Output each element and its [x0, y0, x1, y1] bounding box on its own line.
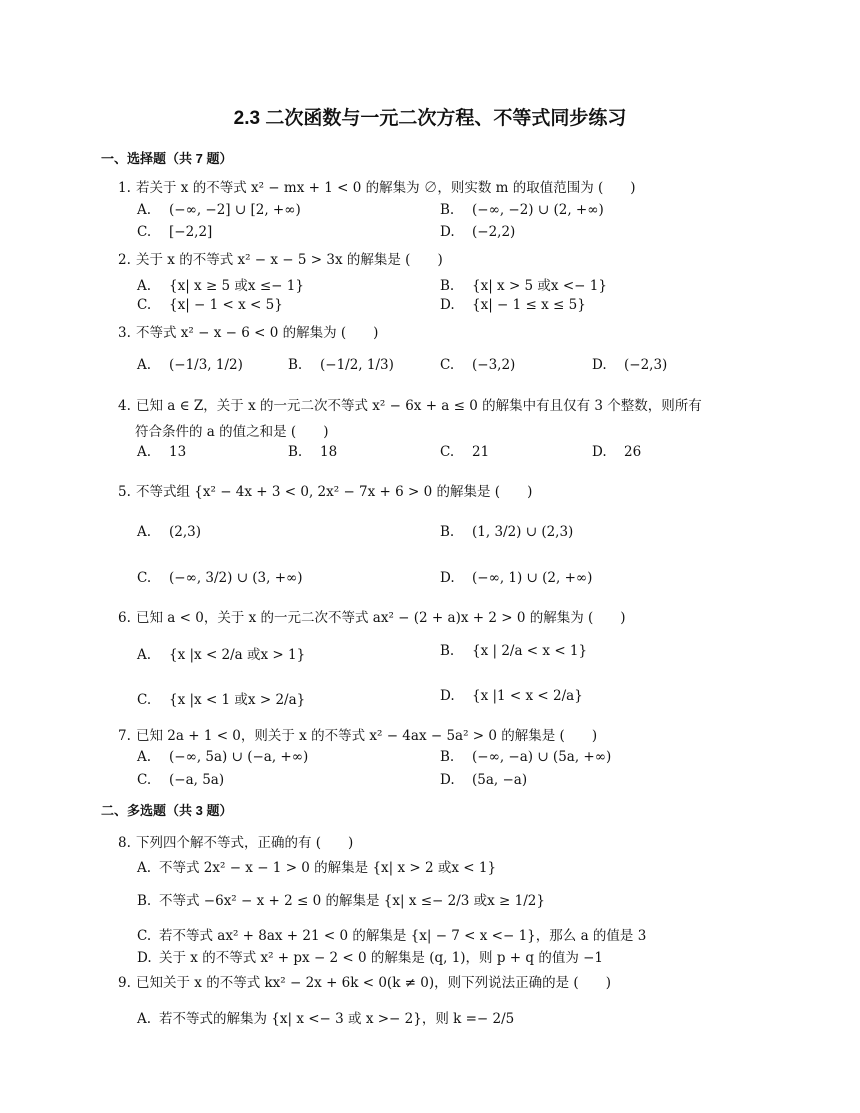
option-b: B. (−∞, −a) ∪ (5a, +∞)	[440, 749, 612, 765]
option-c: C. [−2,2]	[137, 224, 213, 240]
option-c: C. (−3,2)	[440, 357, 516, 373]
option-c: C. (−a, 5a)	[137, 772, 225, 788]
option-d: D. (−2,3)	[592, 357, 668, 373]
question-text: 不等式 x² − x − 6 < 0 的解集为 ( )	[136, 325, 379, 341]
option-d: D. 26	[592, 444, 642, 460]
option-b: B. {x| x > 5 或x <− 1}	[440, 278, 607, 294]
option-b: B. (−∞, −2) ∪ (2, +∞)	[440, 202, 604, 218]
question-6	[118, 606, 626, 626]
page-title: 2.3 二次函数与一元二次方程、不等式同步练习	[233, 108, 627, 129]
option-c: C. {x |x < 1 或x > 2/a}	[137, 692, 306, 708]
option-c: C. {x| − 1 < x < 5}	[137, 297, 283, 313]
option-c: C. (−∞, 3/2) ∪ (3, +∞)	[137, 570, 303, 586]
option-b: B. (−1/2, 1/3)	[288, 357, 394, 373]
option-b: B. 不等式 −6x² − x + 2 ≤ 0 的解集是 {x| x ≤− 2/3 或x ≥ 1/2}	[137, 893, 545, 909]
option-a: A. {x| x ≥ 5 或x ≤− 1}	[137, 278, 304, 294]
option-a: A. (2,3)	[137, 524, 202, 540]
option-a: A. 不等式 2x² − x − 1 > 0 的解集是 {x| x > 2 或x < 1}	[137, 860, 497, 876]
section-heading: 一、选择题（共 7 题）	[101, 151, 233, 166]
option-d: D. 关于 x 的不等式 x² + px − 2 < 0 的解集是 (q, 1)，则 p + q 的值为 −1	[137, 950, 604, 966]
question-3	[118, 321, 378, 341]
option-a: A. {x |x < 2/a 或x > 1}	[137, 647, 306, 663]
question-text: 已知 a < 0，关于 x 的一元二次不等式 ax² − (2 + a)x + 2 > 0 的解集为 ( )	[136, 610, 626, 626]
option-a: A. (−1/3, 1/2)	[137, 357, 243, 373]
question-number: 6.	[118, 610, 131, 626]
option-a: A. (−∞, −2] ∪ [2, +∞)	[137, 202, 301, 218]
option-d: D. (−2,2)	[440, 224, 516, 240]
option-b: B. (1, 3/2) ∪ (2,3)	[440, 524, 574, 540]
section-heading: 二、多选题（共 3 题）	[101, 803, 233, 818]
question-text: 已知关于 x 的不等式 kx² − 2x + 6k < 0(k ≠ 0)，则下列说法正确的是 ( )	[136, 975, 611, 991]
question-4	[118, 394, 702, 414]
question-2	[118, 248, 443, 268]
question-text: 关于 x 的不等式 x² − x − 5 > 3x 的解集是 ( )	[136, 252, 443, 268]
option-d: D. {x |1 < x < 2/a}	[440, 688, 583, 704]
option-d: D. (−∞, 1) ∪ (2, +∞)	[440, 570, 593, 586]
question-number: 9.	[118, 975, 131, 991]
question-5	[118, 480, 532, 500]
option-c: C. 21	[440, 444, 490, 460]
question-number: 8.	[118, 835, 131, 851]
question-number: 5.	[118, 484, 131, 500]
question-1	[118, 176, 636, 196]
option-b: B. 18	[288, 444, 338, 460]
option-a: A. 若不等式的解集为 {x| x <− 3 或 x >− 2}，则 k =− 2/5	[137, 1011, 515, 1027]
option-d: D. {x| − 1 ≤ x ≤ 5}	[440, 297, 586, 313]
option-d: D. (5a, −a)	[440, 772, 528, 788]
question-number: 4.	[118, 398, 131, 414]
question-text: 若关于 x 的不等式 x² − mx + 1 < 0 的解集为 ∅，则实数 m 的取值范围为 ( )	[136, 180, 636, 196]
option-a: A. 13	[137, 444, 187, 460]
question-text: 已知 a ∈ Z，关于 x 的一元二次不等式 x² − 6x + a ≤ 0 的解集中有且仅有 3 个整数，则所有	[136, 398, 702, 414]
question-9	[118, 971, 611, 991]
option-c: C. 若不等式 ax² + 8ax + 21 < 0 的解集是 {x| − 7 < x <− 1}，那么 a 的值是 3	[137, 928, 647, 944]
question-number: 3.	[118, 325, 131, 341]
question-text: 已知 2a + 1 < 0，则关于 x 的不等式 x² − 4ax − 5a² > 0 的解集是 ( )	[136, 728, 598, 744]
question-number: 7.	[118, 728, 131, 744]
question-7	[118, 724, 597, 744]
question-8	[118, 831, 353, 851]
question-number: 2.	[118, 252, 131, 268]
option-a: A. (−∞, 5a) ∪ (−a, +∞)	[137, 749, 309, 765]
question-text: 不等式组 {x² − 4x + 3 < 0, 2x² − 7x + 6 > 0 的解集是 ( )	[136, 484, 533, 500]
question-text: 下列四个解不等式，正确的有 ( )	[136, 835, 354, 851]
option-b: B. {x | 2/a < x < 1}	[440, 643, 588, 659]
question-number: 1.	[118, 180, 131, 196]
question-text-continued: 符合条件的 a 的值之和是 ( )	[135, 424, 329, 440]
